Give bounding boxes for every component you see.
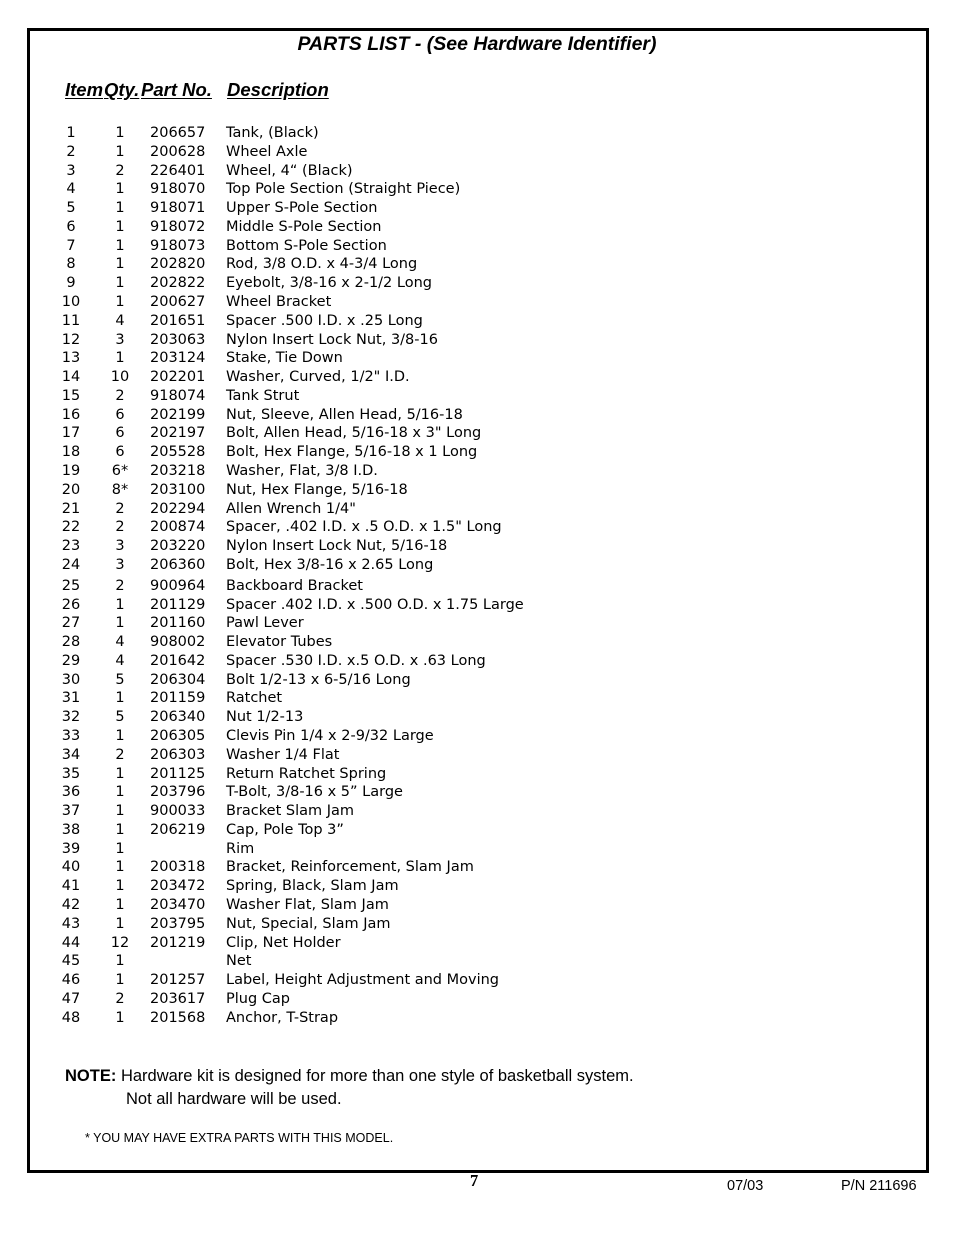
- table-row: [0, 199, 954, 218]
- row-item-number: 38: [61, 822, 81, 838]
- row-quantity: 4: [115, 653, 125, 669]
- row-quantity: 1: [115, 784, 125, 800]
- row-description: Spacer, .402 I.D. x .5 O.D. x 1.5" Long: [226, 519, 502, 535]
- row-description: Spring, Black, Slam Jam: [226, 878, 399, 894]
- table-row: [0, 708, 954, 727]
- note-line-1: [65, 1065, 634, 1087]
- row-quantity: 1: [115, 766, 125, 782]
- table-row: [0, 162, 954, 181]
- row-item-number: 18: [61, 444, 81, 460]
- row-item-number: 19: [61, 463, 81, 479]
- row-item-number: 24: [61, 557, 81, 573]
- row-item-number: 6: [66, 219, 76, 235]
- table-row: [0, 443, 954, 462]
- table-row: [0, 387, 954, 406]
- row-quantity: 3: [115, 557, 125, 573]
- row-description: Wheel Axle: [226, 144, 308, 160]
- row-part-number: 206360: [150, 557, 206, 573]
- row-item-number: 39: [61, 841, 81, 857]
- row-quantity: 1: [115, 350, 125, 366]
- row-quantity: 2: [115, 991, 125, 1007]
- row-quantity: 4: [115, 313, 125, 329]
- row-description: Spacer .402 I.D. x .500 O.D. x 1.75 Large: [226, 597, 524, 613]
- row-item-number: 20: [61, 482, 81, 498]
- row-part-number: 202294: [150, 501, 206, 517]
- row-part-number: 202822: [150, 275, 206, 291]
- row-quantity: 2: [115, 501, 125, 517]
- row-part-number: 201257: [150, 972, 206, 988]
- row-item-number: 26: [61, 597, 81, 613]
- row-description: Tank, (Black): [226, 125, 319, 141]
- row-quantity: 2: [115, 747, 125, 763]
- table-row: [0, 783, 954, 802]
- row-part-number: 203472: [150, 878, 206, 894]
- row-part-number: 203617: [150, 991, 206, 1007]
- row-part-number: 202197: [150, 425, 206, 441]
- table-row: [0, 934, 954, 953]
- row-item-number: 45: [61, 953, 81, 969]
- row-description: Nut, Sleeve, Allen Head, 5/16-18: [226, 407, 463, 423]
- table-row: [0, 481, 954, 500]
- row-part-number: 200318: [150, 859, 206, 875]
- row-part-number: 206219: [150, 822, 206, 838]
- row-part-number: 918070: [150, 181, 206, 197]
- row-quantity: 8*: [111, 482, 129, 498]
- table-row: [0, 368, 954, 387]
- row-item-number: 44: [61, 935, 81, 951]
- row-description: Eyebolt, 3/8-16 x 2-1/2 Long: [226, 275, 432, 291]
- row-description: Middle S-Pole Section: [226, 219, 382, 235]
- row-part-number: 205528: [150, 444, 206, 460]
- table-row: [0, 915, 954, 934]
- row-description: Tank Strut: [226, 388, 300, 404]
- row-description: Net: [226, 953, 252, 969]
- row-description: Washer, Flat, 3/8 I.D.: [226, 463, 378, 479]
- table-row: [0, 877, 954, 896]
- row-part-number: 202201: [150, 369, 206, 385]
- note-text-1: Hardware kit is designed for more than one style of basketball system.: [120, 1067, 634, 1085]
- table-row: [0, 802, 954, 821]
- row-part-number: 203795: [150, 916, 206, 932]
- table-row: [0, 727, 954, 746]
- row-item-number: 43: [61, 916, 81, 932]
- footer-date: 07/03: [727, 1178, 764, 1194]
- row-description: T-Bolt, 3/8-16 x 5” Large: [226, 784, 403, 800]
- table-row: [0, 349, 954, 368]
- row-item-number: 25: [61, 578, 81, 594]
- row-item-number: 41: [61, 878, 81, 894]
- extra-parts-note: * YOU MAY HAVE EXTRA PARTS WITH THIS MODEL.: [85, 1131, 394, 1145]
- row-quantity: 2: [115, 388, 125, 404]
- row-description: Washer Flat, Slam Jam: [226, 897, 389, 913]
- row-description: Label, Height Adjustment and Moving: [226, 972, 500, 988]
- row-part-number: 206657: [150, 125, 206, 141]
- row-part-number: 206305: [150, 728, 206, 744]
- row-quantity: 1: [115, 822, 125, 838]
- row-item-number: 40: [61, 859, 81, 875]
- row-item-number: 2: [66, 144, 76, 160]
- table-row: [0, 331, 954, 350]
- row-item-number: 11: [61, 313, 81, 329]
- table-row: [0, 124, 954, 143]
- row-item-number: 10: [61, 294, 81, 310]
- row-quantity: 1: [115, 803, 125, 819]
- row-part-number: 900033: [150, 803, 206, 819]
- row-description: Washer 1/4 Flat: [226, 747, 340, 763]
- row-quantity: 1: [115, 916, 125, 932]
- row-part-number: 206340: [150, 709, 206, 725]
- row-description: Nut 1/2-13: [226, 709, 304, 725]
- row-description: Spacer .500 I.D. x .25 Long: [226, 313, 423, 329]
- row-description: Top Pole Section (Straight Piece): [226, 181, 461, 197]
- row-item-number: 27: [61, 615, 81, 631]
- row-part-number: 203470: [150, 897, 206, 913]
- table-row: [0, 143, 954, 162]
- row-quantity: 1: [115, 841, 125, 857]
- table-row: [0, 633, 954, 652]
- table-row: [0, 518, 954, 537]
- row-description: Pawl Lever: [226, 615, 304, 631]
- page-title: PARTS LIST - (See Hardware Identifier): [297, 33, 657, 55]
- row-item-number: 35: [61, 766, 81, 782]
- row-part-number: 203124: [150, 350, 206, 366]
- row-part-number: 203100: [150, 482, 206, 498]
- table-row: [0, 652, 954, 671]
- row-part-number: 203220: [150, 538, 206, 554]
- row-item-number: 37: [61, 803, 81, 819]
- table-row: [0, 218, 954, 237]
- row-part-number: 900964: [150, 578, 206, 594]
- row-quantity: 1: [115, 597, 125, 613]
- row-quantity: 1: [115, 275, 125, 291]
- note-text-2: Not all hardware will be used.: [126, 1090, 342, 1108]
- row-part-number: 201160: [150, 615, 206, 631]
- row-quantity: 5: [115, 709, 125, 725]
- table-row: [0, 1009, 954, 1028]
- row-part-number: 226401: [150, 163, 206, 179]
- row-item-number: 30: [61, 672, 81, 688]
- table-row: [0, 596, 954, 615]
- row-quantity: 1: [115, 972, 125, 988]
- table-row: [0, 274, 954, 293]
- table-row: [0, 896, 954, 915]
- row-quantity: 1: [115, 181, 125, 197]
- row-part-number: 201642: [150, 653, 206, 669]
- row-item-number: 36: [61, 784, 81, 800]
- header-description: Description: [227, 79, 329, 100]
- row-part-number: 201651: [150, 313, 206, 329]
- row-part-number: 203218: [150, 463, 206, 479]
- row-item-number: 17: [61, 425, 81, 441]
- row-description: Allen Wrench 1/4": [226, 501, 356, 517]
- row-item-number: 33: [61, 728, 81, 744]
- table-row: [0, 255, 954, 274]
- row-quantity: 6*: [111, 463, 129, 479]
- row-description: Stake, Tie Down: [226, 350, 343, 366]
- row-item-number: 48: [61, 1010, 81, 1026]
- row-description: Wheel, 4“ (Black): [226, 163, 353, 179]
- row-description: Bolt, Hex 3/8-16 x 2.65 Long: [226, 557, 434, 573]
- row-quantity: 1: [115, 144, 125, 160]
- note-label: NOTE:: [65, 1067, 117, 1085]
- row-part-number: 918072: [150, 219, 206, 235]
- row-quantity: 1: [115, 728, 125, 744]
- row-part-number: 201568: [150, 1010, 206, 1026]
- row-item-number: 16: [61, 407, 81, 423]
- row-item-number: 21: [61, 501, 81, 517]
- row-description: Elevator Tubes: [226, 634, 333, 650]
- row-description: Nylon Insert Lock Nut, 5/16-18: [226, 538, 448, 554]
- table-row: [0, 556, 954, 575]
- header-part-no: Part No.: [141, 79, 212, 100]
- row-quantity: 6: [115, 425, 125, 441]
- row-description: Clevis Pin 1/4 x 2-9/32 Large: [226, 728, 434, 744]
- row-description: Plug Cap: [226, 991, 290, 1007]
- table-row: [0, 858, 954, 877]
- row-part-number: 202820: [150, 256, 206, 272]
- row-quantity: 10: [110, 369, 130, 385]
- row-part-number: 918074: [150, 388, 206, 404]
- row-part-number: 202199: [150, 407, 206, 423]
- row-description: Bolt, Hex Flange, 5/16-18 x 1 Long: [226, 444, 478, 460]
- row-quantity: 1: [115, 125, 125, 141]
- row-quantity: 1: [115, 690, 125, 706]
- table-row: [0, 952, 954, 971]
- row-item-number: 32: [61, 709, 81, 725]
- row-part-number: 201129: [150, 597, 206, 613]
- table-row: [0, 406, 954, 425]
- row-item-number: 29: [61, 653, 81, 669]
- row-description: Rim: [226, 841, 255, 857]
- row-item-number: 9: [66, 275, 76, 291]
- row-description: Bracket Slam Jam: [226, 803, 355, 819]
- row-item-number: 28: [61, 634, 81, 650]
- row-item-number: 31: [61, 690, 81, 706]
- row-description: Cap, Pole Top 3”: [226, 822, 344, 838]
- row-part-number: 203063: [150, 332, 206, 348]
- table-row: [0, 424, 954, 443]
- row-item-number: 14: [61, 369, 81, 385]
- row-quantity: 1: [115, 238, 125, 254]
- row-quantity: 1: [115, 897, 125, 913]
- table-row: [0, 312, 954, 331]
- row-part-number: 201159: [150, 690, 206, 706]
- row-item-number: 12: [61, 332, 81, 348]
- row-description: Bottom S-Pole Section: [226, 238, 387, 254]
- row-quantity: 1: [115, 294, 125, 310]
- row-item-number: 4: [66, 181, 76, 197]
- row-quantity: 6: [115, 407, 125, 423]
- row-part-number: 206304: [150, 672, 206, 688]
- row-description: Return Ratchet Spring: [226, 766, 387, 782]
- row-item-number: 13: [61, 350, 81, 366]
- row-item-number: 3: [66, 163, 76, 179]
- row-quantity: 1: [115, 219, 125, 235]
- row-item-number: 47: [61, 991, 81, 1007]
- row-description: Upper S-Pole Section: [226, 200, 378, 216]
- row-description: Bracket, Reinforcement, Slam Jam: [226, 859, 474, 875]
- row-item-number: 7: [66, 238, 76, 254]
- table-row: [0, 500, 954, 519]
- table-row: [0, 577, 954, 596]
- row-description: Bolt, Allen Head, 5/16-18 x 3" Long: [226, 425, 482, 441]
- row-part-number: 918073: [150, 238, 206, 254]
- row-description: Ratchet: [226, 690, 283, 706]
- row-description: Clip, Net Holder: [226, 935, 341, 951]
- row-quantity: 1: [115, 878, 125, 894]
- header-item: Item: [65, 79, 104, 100]
- row-quantity: 5: [115, 672, 125, 688]
- row-quantity: 1: [115, 615, 125, 631]
- row-part-number: 200874: [150, 519, 206, 535]
- row-item-number: 23: [61, 538, 81, 554]
- row-item-number: 34: [61, 747, 81, 763]
- row-quantity: 1: [115, 953, 125, 969]
- row-description: Nylon Insert Lock Nut, 3/8-16: [226, 332, 438, 348]
- row-description: Anchor, T-Strap: [226, 1010, 339, 1026]
- row-description: Wheel Bracket: [226, 294, 332, 310]
- row-part-number: 201219: [150, 935, 206, 951]
- row-part-number: 206303: [150, 747, 206, 763]
- table-row: [0, 614, 954, 633]
- row-quantity: 6: [115, 444, 125, 460]
- row-item-number: 1: [66, 125, 76, 141]
- row-item-number: 15: [61, 388, 81, 404]
- row-quantity: 3: [115, 332, 125, 348]
- header-qty: Qty.: [104, 79, 140, 100]
- row-quantity: 1: [115, 256, 125, 272]
- footer-part-number: P/N 211696: [841, 1178, 917, 1194]
- table-row: [0, 671, 954, 690]
- row-part-number: 203796: [150, 784, 206, 800]
- row-quantity: 2: [115, 519, 125, 535]
- row-description: Spacer .530 I.D. x.5 O.D. x .63 Long: [226, 653, 486, 669]
- page-number: 7: [470, 1171, 479, 1190]
- row-part-number: 200628: [150, 144, 206, 160]
- row-description: Nut, Hex Flange, 5/16-18: [226, 482, 408, 498]
- row-quantity: 2: [115, 578, 125, 594]
- row-quantity: 1: [115, 1010, 125, 1026]
- row-item-number: 22: [61, 519, 81, 535]
- row-part-number: 918071: [150, 200, 206, 216]
- row-item-number: 5: [66, 200, 76, 216]
- row-quantity: 1: [115, 859, 125, 875]
- row-item-number: 8: [66, 256, 76, 272]
- table-row: [0, 237, 954, 256]
- row-item-number: 46: [61, 972, 81, 988]
- row-part-number: 908002: [150, 634, 206, 650]
- table-row: [0, 180, 954, 199]
- table-row: [0, 689, 954, 708]
- row-description: Bolt 1/2-13 x 6-5/16 Long: [226, 672, 411, 688]
- table-row: [0, 990, 954, 1009]
- table-row: [0, 971, 954, 990]
- table-row: [0, 765, 954, 784]
- table-row: [0, 462, 954, 481]
- row-quantity: 4: [115, 634, 125, 650]
- table-row: [0, 537, 954, 556]
- row-quantity: 2: [115, 163, 125, 179]
- table-row: [0, 840, 954, 859]
- row-part-number: 200627: [150, 294, 206, 310]
- row-description: Rod, 3/8 O.D. x 4-3/4 Long: [226, 256, 418, 272]
- row-description: Backboard Bracket: [226, 578, 363, 594]
- row-part-number: 201125: [150, 766, 206, 782]
- row-item-number: 42: [61, 897, 81, 913]
- row-quantity: 12: [110, 935, 130, 951]
- table-row: [0, 293, 954, 312]
- row-description: Nut, Special, Slam Jam: [226, 916, 391, 932]
- row-description: Washer, Curved, 1/2" I.D.: [226, 369, 410, 385]
- row-quantity: 3: [115, 538, 125, 554]
- table-row: [0, 821, 954, 840]
- table-row: [0, 746, 954, 765]
- row-quantity: 1: [115, 200, 125, 216]
